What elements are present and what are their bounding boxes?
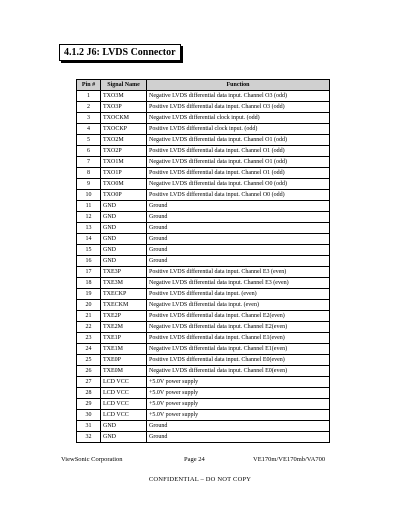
pin-number-cell: 16	[77, 256, 101, 267]
signal-name-cell: GND	[101, 256, 147, 267]
function-cell: Ground	[147, 432, 330, 443]
function-cell: Positive LVDS differential data input. Channel O3 (odd)	[147, 102, 330, 113]
pin-number-cell: 9	[77, 179, 101, 190]
function-cell: Positive LVDS differential data input. Channel E3 (even)	[147, 267, 330, 278]
confidential-notice: CONFIDENTIAL – DO NOT COPY	[148, 476, 252, 483]
function-cell: +5.0V power supply	[147, 410, 330, 421]
lvds-connector-table	[76, 79, 330, 443]
function-cell: Positive LVDS differential data input. Channel O0 (odd)	[147, 190, 330, 201]
signal-name-cell: TXOCKM	[101, 113, 147, 124]
signal-name-cell: TXE3M	[101, 278, 147, 289]
pin-number-cell: 4	[77, 124, 101, 135]
signal-name-cell: TXO1P	[101, 168, 147, 179]
footer-model: VE170m/VE170mb/VA700	[253, 456, 326, 463]
pin-number-cell: 19	[77, 289, 101, 300]
signal-name-cell: TXO0P	[101, 190, 147, 201]
signal-name-cell: TXECKP	[101, 289, 147, 300]
signal-name-cell: TXOCKP	[101, 124, 147, 135]
table-row	[77, 157, 330, 168]
pin-number-cell: 12	[77, 212, 101, 223]
pin-number-cell: 10	[77, 190, 101, 201]
signal-name-cell: TXO0M	[101, 179, 147, 190]
table-row	[77, 388, 330, 399]
footer-page-number: Page 24	[184, 456, 205, 463]
function-cell: Ground	[147, 212, 330, 223]
pin-number-cell: 18	[77, 278, 101, 289]
pin-number-cell: 1	[77, 91, 101, 102]
table-row	[77, 355, 330, 366]
header-pin: Pin #	[77, 80, 101, 91]
function-cell: Negative LVDS differential data input. (even)	[147, 300, 330, 311]
table-row	[77, 267, 330, 278]
table-row	[77, 223, 330, 234]
table-row	[77, 113, 330, 124]
function-cell: Ground	[147, 421, 330, 432]
signal-name-cell: LCD VCC	[101, 399, 147, 410]
pin-number-cell: 28	[77, 388, 101, 399]
pin-number-cell: 25	[77, 355, 101, 366]
table-row	[77, 333, 330, 344]
table-row	[77, 201, 330, 212]
table-header-row	[77, 80, 330, 91]
signal-name-cell: GND	[101, 223, 147, 234]
table-row	[77, 245, 330, 256]
pin-number-cell: 20	[77, 300, 101, 311]
pin-number-cell: 2	[77, 102, 101, 113]
pin-number-cell: 21	[77, 311, 101, 322]
signal-name-cell: GND	[101, 245, 147, 256]
pin-number-cell: 26	[77, 366, 101, 377]
pin-number-cell: 32	[77, 432, 101, 443]
signal-name-cell: GND	[101, 212, 147, 223]
function-cell: Negative LVDS differential data input. Channel E1(even)	[147, 344, 330, 355]
section-title: 4.1.2 J6: LVDS Connector	[59, 44, 181, 61]
function-cell: Ground	[147, 201, 330, 212]
table-row	[77, 300, 330, 311]
function-cell: Positive LVDS differential data input. (even)	[147, 289, 330, 300]
footer-company: ViewSonic Corporation	[61, 456, 123, 463]
signal-name-cell: TXECKM	[101, 300, 147, 311]
signal-name-cell: TXE1M	[101, 344, 147, 355]
signal-name-cell: TXE1P	[101, 333, 147, 344]
table-row	[77, 179, 330, 190]
pin-number-cell: 31	[77, 421, 101, 432]
signal-name-cell: TXE3P	[101, 267, 147, 278]
function-cell: Positive LVDS differential data input. Channel E1(even)	[147, 333, 330, 344]
signal-name-cell: TXE2P	[101, 311, 147, 322]
table-body	[77, 91, 330, 443]
signal-name-cell: LCD VCC	[101, 388, 147, 399]
pin-number-cell: 29	[77, 399, 101, 410]
pin-number-cell: 11	[77, 201, 101, 212]
function-cell: Negative LVDS differential data input. Channel O1 (odd)	[147, 135, 330, 146]
pin-number-cell: 8	[77, 168, 101, 179]
signal-name-cell: GND	[101, 432, 147, 443]
signal-name-cell: TXO2M	[101, 135, 147, 146]
signal-name-cell: TXO3M	[101, 91, 147, 102]
table-row	[77, 311, 330, 322]
pin-number-cell: 5	[77, 135, 101, 146]
table-row	[77, 190, 330, 201]
table-row	[77, 278, 330, 289]
signal-name-cell: TXO3P	[101, 102, 147, 113]
function-cell: Negative LVDS differential data input. Channel E3 (even)	[147, 278, 330, 289]
function-cell: Ground	[147, 256, 330, 267]
signal-name-cell: TXE0M	[101, 366, 147, 377]
pin-number-cell: 15	[77, 245, 101, 256]
signal-name-cell: TXE2M	[101, 322, 147, 333]
signal-name-cell: TXO2P	[101, 146, 147, 157]
pin-number-cell: 14	[77, 234, 101, 245]
function-cell: Ground	[147, 245, 330, 256]
signal-name-cell: LCD VCC	[101, 377, 147, 388]
function-cell: Positive LVDS differential data input. Channel E2(even)	[147, 311, 330, 322]
function-cell: Ground	[147, 223, 330, 234]
signal-name-cell: GND	[101, 201, 147, 212]
pin-number-cell: 17	[77, 267, 101, 278]
signal-name-cell: TXE0P	[101, 355, 147, 366]
table-row	[77, 124, 330, 135]
table-row	[77, 344, 330, 355]
table-row	[77, 256, 330, 267]
pin-number-cell: 22	[77, 322, 101, 333]
table-row	[77, 146, 330, 157]
function-cell: Positive LVDS differential data input. Channel O1 (odd)	[147, 168, 330, 179]
pin-number-cell: 7	[77, 157, 101, 168]
table-row	[77, 421, 330, 432]
function-cell: Ground	[147, 234, 330, 245]
table-row	[77, 377, 330, 388]
function-cell: Positive LVDS differential data input. Channel O1 (odd)	[147, 146, 330, 157]
function-cell: Negative LVDS differential data input. Channel E0(even)	[147, 366, 330, 377]
table-row	[77, 91, 330, 102]
table-row	[77, 366, 330, 377]
function-cell: +5.0V power supply	[147, 377, 330, 388]
pin-number-cell: 23	[77, 333, 101, 344]
signal-name-cell: LCD VCC	[101, 410, 147, 421]
function-cell: Negative LVDS differential data input. Channel O1 (odd)	[147, 157, 330, 168]
pin-number-cell: 3	[77, 113, 101, 124]
header-function: Function	[147, 80, 330, 91]
table-row	[77, 102, 330, 113]
table-row	[77, 212, 330, 223]
table-row	[77, 322, 330, 333]
function-cell: +5.0V power supply	[147, 388, 330, 399]
function-cell: Positive LVDS differential data input. Channel E0(even)	[147, 355, 330, 366]
table-row	[77, 168, 330, 179]
function-cell: Negative LVDS differential data input. Channel E2(even)	[147, 322, 330, 333]
function-cell: +5.0V power supply	[147, 399, 330, 410]
function-cell: Negative LVDS differential data input. Channel O3 (odd)	[147, 91, 330, 102]
table-row	[77, 234, 330, 245]
pin-number-cell: 6	[77, 146, 101, 157]
signal-name-cell: TXO1M	[101, 157, 147, 168]
table-row	[77, 135, 330, 146]
pin-number-cell: 27	[77, 377, 101, 388]
table-row	[77, 432, 330, 443]
signal-name-cell: GND	[101, 234, 147, 245]
table-row	[77, 410, 330, 421]
function-cell: Negative LVDS differential clock input. (odd)	[147, 113, 330, 124]
signal-name-cell: GND	[101, 421, 147, 432]
table-row	[77, 289, 330, 300]
pin-number-cell: 13	[77, 223, 101, 234]
header-signal-name: Signal Name	[101, 80, 147, 91]
function-cell: Positive LVDS differential clock input. (odd)	[147, 124, 330, 135]
pin-number-cell: 30	[77, 410, 101, 421]
table-row	[77, 399, 330, 410]
function-cell: Negative LVDS differential data input. Channel O0 (odd)	[147, 179, 330, 190]
pin-number-cell: 24	[77, 344, 101, 355]
